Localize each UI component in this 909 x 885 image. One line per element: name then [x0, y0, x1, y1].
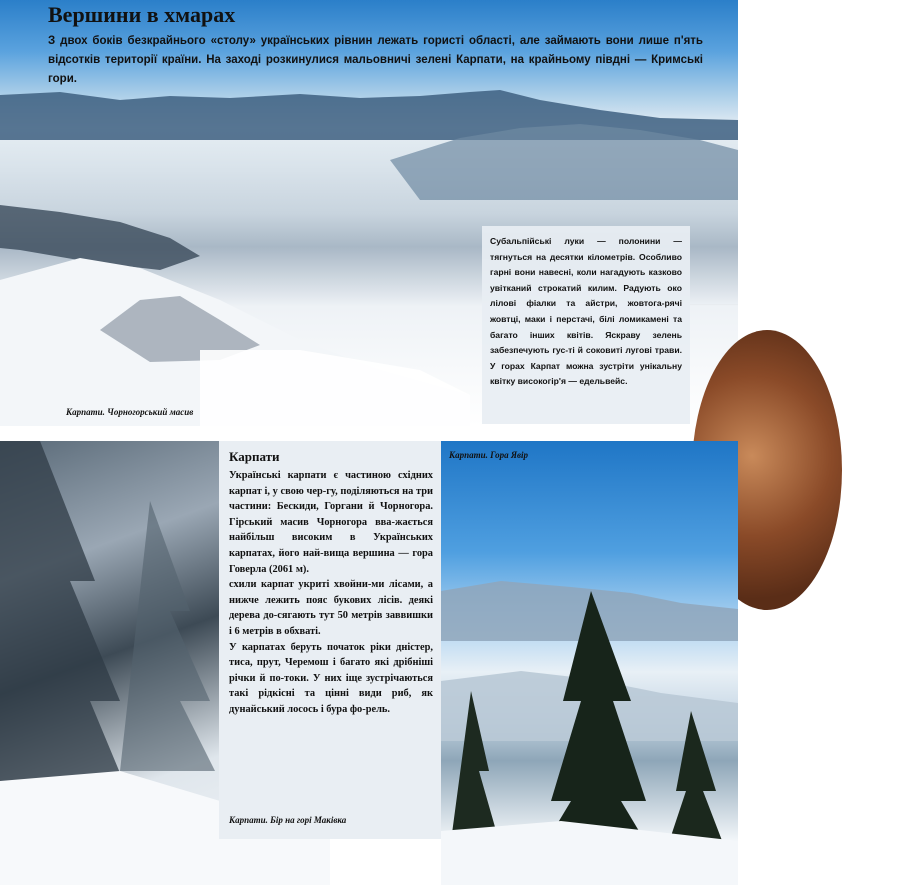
- intro-paragraph: З двох боків безкрайнього «столу» українських рівнин лежать гористі області, але займають вони лише п'ять відсотків території країни. На заході розкинулися мальовничі зелені Карпати, на крайньому півдні — Кримські гори.: [48, 35, 703, 85]
- carpathians-article: [219, 441, 441, 839]
- divider-line: [690, 304, 738, 305]
- meadows-paragraph: Субальпійські луки — полонини — тягнуться на десятки кілометрів. Особливо гарні вони навесні, коли нагадують казково увітканий строкатий килим. Радують око лілові фіалки та айстри, жовтога-рячі жовтці, маки і перстачі, білі ломикамені та багато інших квітів. Яскраву зелень забезпечують гус-ті й соковиті лугові трави. У горах Карпат можна зустріти унікальну квітку високогір'я — едельвейс.: [490, 236, 682, 387]
- caption-yavir: Карпати. Гора Явір: [449, 450, 529, 460]
- caption-makivka: Карпати. Бір на горі Маківка: [229, 815, 347, 825]
- page-title: Вершини в хмарах: [48, 2, 236, 27]
- meadows-text-box: [482, 226, 690, 424]
- article-paragraph: схили карпат укриті хвойни-ми лісами, а нижче лежить пояс букових лісів. деякі дерева до-сягають тут 50 метрів заввишки і 6 метрів в обхваті.: [229, 579, 433, 637]
- caption-chornohora: Карпати. Чорногорський масив: [66, 407, 194, 417]
- article-paragraph: Українські карпати є частиною східних карпат і, у свою чер-гу, поділяються на три частини: Бескиди, Горгани й Чорногора. Гірський масив Чорногора вва-жається найбільш високим в Українських карпатах, його най-вища вершина — гора Говерла (2061 м).: [229, 470, 433, 575]
- article-paragraph: У карпатах беруть початок ріки дністер, тиса, прут, Черемош і багато які дрібніші річки й по-токи. У них іще зустрічаються такі рідкісні та цінні види риб, як дунайський лосось і бура фо-рель.: [229, 641, 433, 715]
- mount-yavir-photo: [441, 441, 738, 885]
- mountain-and-firs: [441, 441, 738, 885]
- article-title: Карпати: [229, 449, 280, 464]
